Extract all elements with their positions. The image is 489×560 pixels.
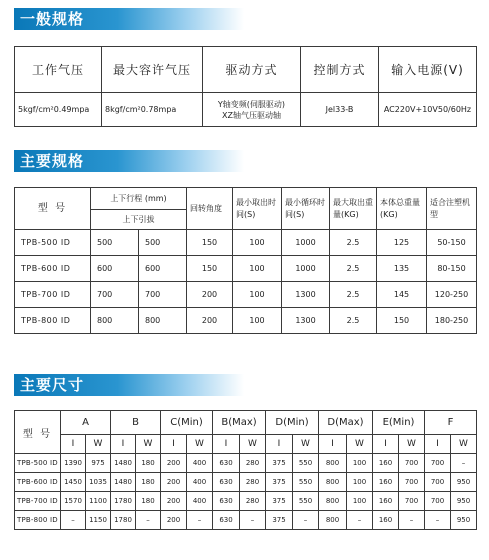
table-cell: 700 <box>399 454 425 473</box>
table-cell: 200 <box>161 511 187 530</box>
general-spec-table <box>14 46 477 127</box>
header-cell: I <box>213 435 240 454</box>
table-cell: 800 <box>319 492 347 511</box>
header-cell: W <box>86 435 111 454</box>
table-cell: 8kgf/cm²0.78mpa <box>102 93 203 127</box>
table-cell: TPB-500 ID <box>15 454 61 473</box>
table-cell: TPB-500 ID <box>15 230 91 256</box>
section-header-general <box>14 8 244 30</box>
table-cell: 600 <box>91 256 139 282</box>
table-cell: – <box>187 511 213 530</box>
drive-line-2: XZ轴气压驱动轴 <box>222 110 281 120</box>
table-cell: 375 <box>266 473 293 492</box>
header-cell: W <box>136 435 161 454</box>
table-cell: Jel33-B <box>301 93 379 127</box>
table-cell: 600 <box>139 256 187 282</box>
table-row <box>15 282 477 308</box>
table-header-row <box>15 47 477 93</box>
header-cell: I <box>161 435 187 454</box>
table-cell: – <box>61 511 86 530</box>
header-cell: 工作气压 <box>15 47 102 93</box>
table-cell: 1100 <box>86 492 111 511</box>
header-cell: 适合注塑机型 <box>427 188 477 230</box>
table-cell: 5kgf/cm²0.49mpa <box>15 93 102 127</box>
table-row <box>15 308 477 334</box>
header-cell: 最小循环时间(S) <box>282 188 330 230</box>
table-cell: 1035 <box>86 473 111 492</box>
table-cell: 160 <box>373 473 399 492</box>
table-cell: 400 <box>187 454 213 473</box>
table-cell: 700 <box>399 473 425 492</box>
table-cell: 630 <box>213 511 240 530</box>
table-cell: 700 <box>425 492 451 511</box>
table-cell: 200 <box>187 308 233 334</box>
header-cell: C(Min) <box>161 411 213 435</box>
table-cell: 1450 <box>61 473 86 492</box>
table-row <box>15 473 477 492</box>
table-cell: 1390 <box>61 454 86 473</box>
main-spec-table <box>14 187 477 334</box>
header-cell: B(Max) <box>213 411 266 435</box>
table-row <box>15 93 477 127</box>
table-cell: 950 <box>451 492 477 511</box>
table-cell: – <box>399 511 425 530</box>
table-cell: 280 <box>240 492 266 511</box>
header-cell: I <box>373 435 399 454</box>
header-cell: D(Max) <box>319 411 373 435</box>
table-cell: 630 <box>213 454 240 473</box>
table-cell: 135 <box>377 256 427 282</box>
header-cell: F <box>425 411 477 435</box>
header-cell: B <box>111 411 161 435</box>
table-cell: 550 <box>293 492 319 511</box>
header-cell: I <box>61 435 86 454</box>
section-header-main-dim <box>14 374 244 396</box>
table-cell: TPB-800 ID <box>15 308 91 334</box>
table-cell: 100 <box>233 256 282 282</box>
table-cell: – <box>240 511 266 530</box>
table-cell: 160 <box>373 454 399 473</box>
header-cell: 回转角度 <box>187 188 233 230</box>
header-cell: 上下引拔 <box>91 210 187 230</box>
header-cell: I <box>425 435 451 454</box>
table-cell: 700 <box>139 282 187 308</box>
header-cell: D(Min) <box>266 411 319 435</box>
table-cell: 375 <box>266 454 293 473</box>
section-title-main-dim: 主要尺寸 <box>20 376 85 394</box>
table-cell: TPB-600 ID <box>15 256 91 282</box>
header-cell: I <box>266 435 293 454</box>
table-cell: TPB-700 ID <box>15 282 91 308</box>
table-cell: TPB-600 ID <box>15 473 61 492</box>
table-cell: 100 <box>347 454 373 473</box>
table-cell: 80-150 <box>427 256 477 282</box>
table-row <box>15 454 477 473</box>
dimension-rows <box>15 454 477 530</box>
table-cell: 400 <box>187 473 213 492</box>
table-cell: 200 <box>161 473 187 492</box>
table-cell: 1480 <box>111 454 136 473</box>
header-cell: W <box>293 435 319 454</box>
table-cell: 800 <box>319 473 347 492</box>
table-cell: 180 <box>136 473 161 492</box>
table-cell: 500 <box>139 230 187 256</box>
header-cell: 型 号 <box>15 411 61 454</box>
table-cell: 145 <box>377 282 427 308</box>
header-cell: 最小取出时间(S) <box>233 188 282 230</box>
table-cell: 200 <box>187 282 233 308</box>
table-cell: 125 <box>377 230 427 256</box>
table-cell: 280 <box>240 454 266 473</box>
header-cell: A <box>61 411 111 435</box>
table-cell: 1780 <box>111 511 136 530</box>
table-cell: 200 <box>161 454 187 473</box>
table-cell: 1150 <box>86 511 111 530</box>
table-cell: 950 <box>451 473 477 492</box>
table-cell: – <box>136 511 161 530</box>
table-header-row <box>15 435 477 454</box>
header-cell: 上下行程 (mm) <box>91 188 187 210</box>
header-cell: 最大容许气压 <box>102 47 203 93</box>
table-cell: 160 <box>373 511 399 530</box>
table-header-row <box>15 411 477 435</box>
table-cell: 2.5 <box>330 282 377 308</box>
header-cell: 本体总重量(KG) <box>377 188 427 230</box>
table-cell: 200 <box>161 492 187 511</box>
table-cell: 375 <box>266 492 293 511</box>
table-cell: 550 <box>293 473 319 492</box>
table-cell: 800 <box>139 308 187 334</box>
table-cell: 1780 <box>111 492 136 511</box>
table-cell: 180 <box>136 454 161 473</box>
table-cell: 400 <box>187 492 213 511</box>
table-cell: 150 <box>187 256 233 282</box>
table-cell: – <box>293 511 319 530</box>
header-cell: I <box>319 435 347 454</box>
table-cell: 1000 <box>282 230 330 256</box>
table-cell: 800 <box>91 308 139 334</box>
table-cell: 800 <box>319 454 347 473</box>
table-cell: TPB-700 ID <box>15 492 61 511</box>
table-cell: 700 <box>425 454 451 473</box>
header-cell: 驱动方式 <box>203 47 301 93</box>
table-cell: 550 <box>293 454 319 473</box>
table-cell: 100 <box>347 473 373 492</box>
table-cell: 630 <box>213 473 240 492</box>
table-row <box>15 256 477 282</box>
table-cell: 1570 <box>61 492 86 511</box>
table-cell: AC220V+10V50/60Hz <box>379 93 477 127</box>
table-cell: 150 <box>187 230 233 256</box>
table-cell: – <box>425 511 451 530</box>
section-header-main-spec <box>14 150 244 172</box>
table-cell: 160 <box>373 492 399 511</box>
table-cell: 800 <box>319 511 347 530</box>
drive-line-1: Y轴变频(伺服驱动) <box>217 99 286 109</box>
table-row <box>15 492 477 511</box>
table-cell: 100 <box>347 492 373 511</box>
table-cell: 180 <box>136 492 161 511</box>
table-cell: 500 <box>91 230 139 256</box>
table-cell: 700 <box>425 473 451 492</box>
table-cell: TPB-800 ID <box>15 511 61 530</box>
table-cell: 280 <box>240 473 266 492</box>
table-cell: 1000 <box>282 256 330 282</box>
table-cell: 700 <box>91 282 139 308</box>
table-cell: 100 <box>233 308 282 334</box>
table-cell: 2.5 <box>330 230 377 256</box>
table-cell: 180-250 <box>427 308 477 334</box>
header-cell: E(Min) <box>373 411 425 435</box>
table-cell: 50-150 <box>427 230 477 256</box>
header-cell: W <box>187 435 213 454</box>
main-dimension-table <box>14 410 477 530</box>
table-cell: 1480 <box>111 473 136 492</box>
header-cell: 控制方式 <box>301 47 379 93</box>
table-cell: 630 <box>213 492 240 511</box>
table-cell: 2.5 <box>330 256 377 282</box>
table-cell: 120-250 <box>427 282 477 308</box>
table-cell: 100 <box>233 282 282 308</box>
table-cell: 100 <box>233 230 282 256</box>
table-cell: 150 <box>377 308 427 334</box>
table-cell: 950 <box>451 511 477 530</box>
header-cell: W <box>399 435 425 454</box>
table-cell: 975 <box>86 454 111 473</box>
table-row <box>15 511 477 530</box>
table-cell: 1300 <box>282 308 330 334</box>
table-cell: 700 <box>399 492 425 511</box>
table-header-row <box>15 188 477 210</box>
header-cell: W <box>451 435 477 454</box>
header-cell: 最大取出重量(KG) <box>330 188 377 230</box>
table-cell: – <box>347 511 373 530</box>
table-cell: 2.5 <box>330 308 377 334</box>
section-title-main-spec: 主要规格 <box>20 152 85 170</box>
table-cell: 1300 <box>282 282 330 308</box>
header-cell: 输入电源(V) <box>379 47 477 93</box>
table-cell: – <box>451 454 477 473</box>
header-cell: 型 号 <box>15 188 91 230</box>
header-cell: I <box>111 435 136 454</box>
table-cell: 375 <box>266 511 293 530</box>
table-cell <box>203 93 301 127</box>
header-cell: W <box>347 435 373 454</box>
section-title-general: 一般规格 <box>20 10 85 28</box>
table-row <box>15 230 477 256</box>
header-cell: W <box>240 435 266 454</box>
